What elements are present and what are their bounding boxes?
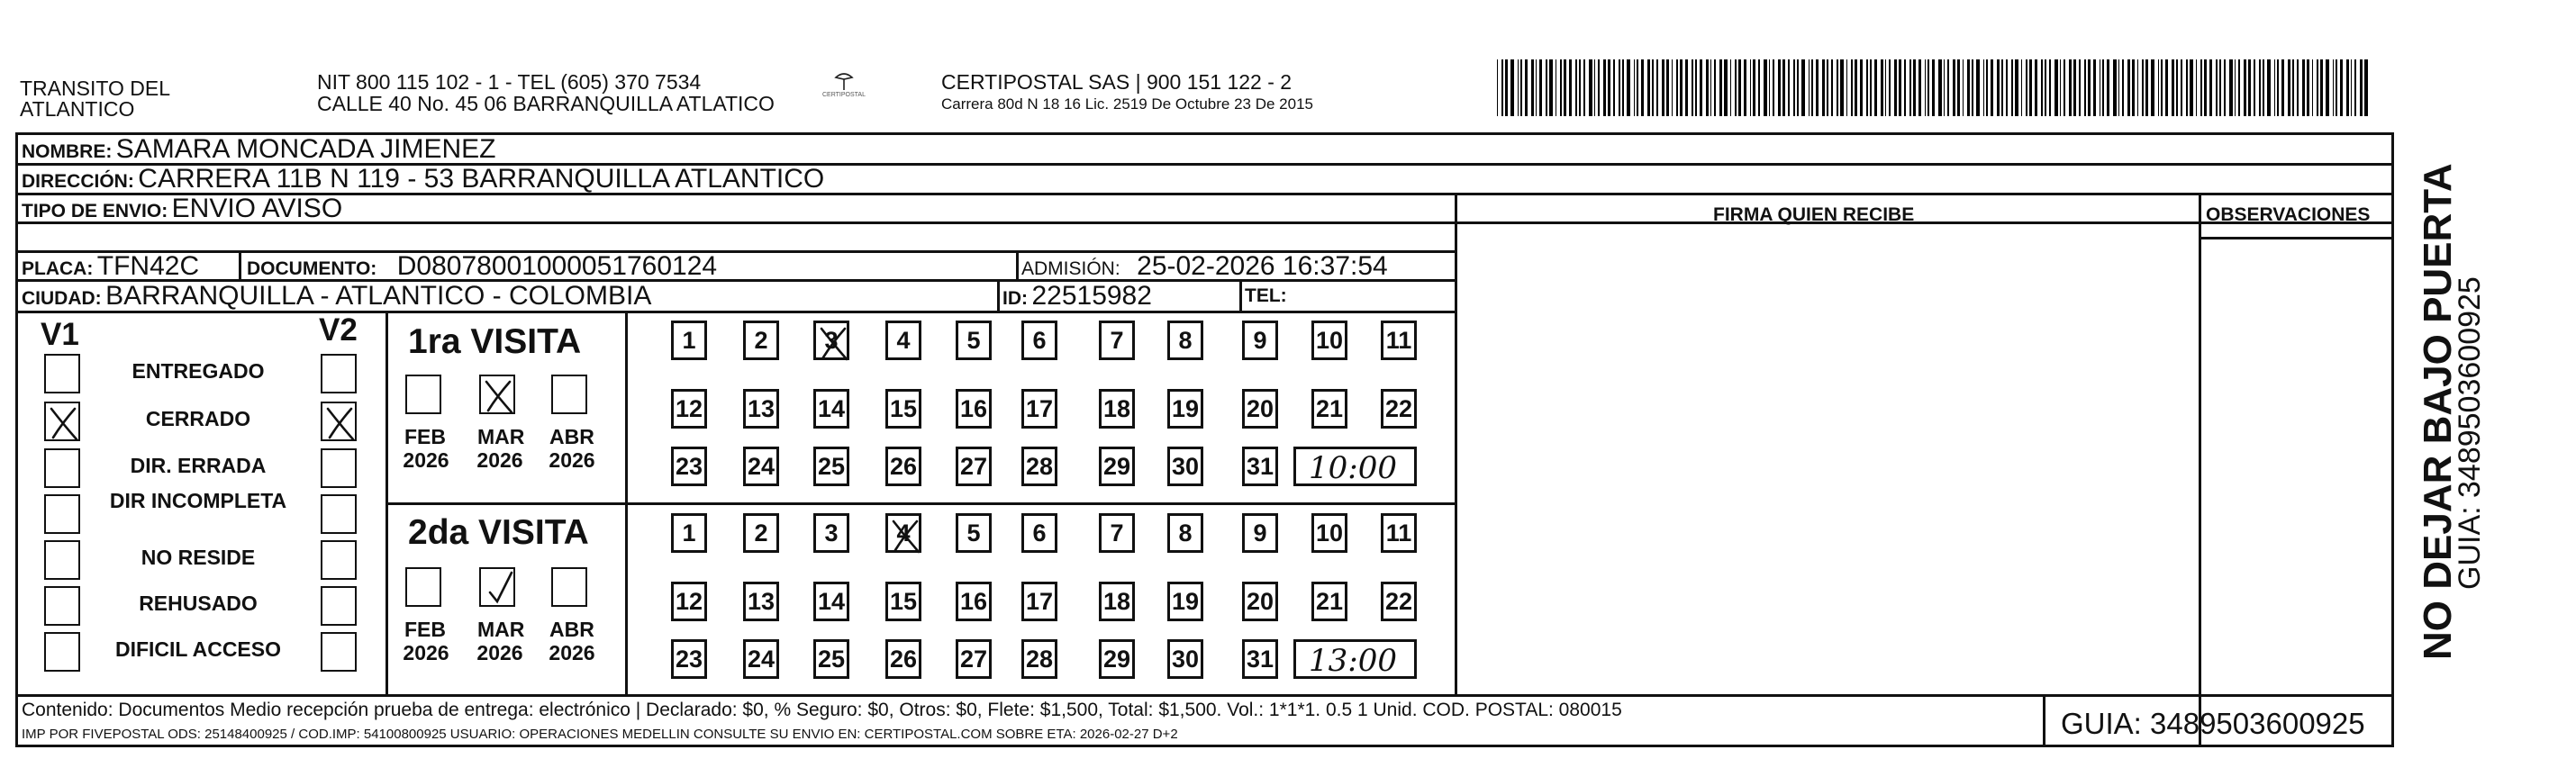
day-box[interactable] [956,447,992,486]
day-box[interactable] [1242,389,1278,429]
day-box[interactable] [1021,513,1057,553]
row-divider [2200,237,2394,239]
col-divider [997,279,1000,311]
day-box[interactable] [1167,321,1203,360]
status-option-label: DIR INCOMPLETA [109,489,287,512]
placa-label: PLACA: [22,258,94,279]
day-number: 18 [1102,588,1131,615]
day-box[interactable] [1381,582,1417,621]
handwritten-x-mark [481,376,517,416]
day-number: 7 [1110,327,1124,354]
month-checkbox[interactable] [405,567,441,607]
day-number: 12 [675,588,703,615]
day-box[interactable] [1167,582,1203,621]
day-number: 29 [1102,646,1131,673]
nombre-value: SAMARA MONCADA JIMENEZ [115,134,496,164]
shipment-type-field [22,195,342,222]
observaciones-header: OBSERVACIONES [2206,204,2371,225]
col-divider [625,311,628,694]
day-box[interactable] [885,389,921,429]
status-option-label: NO RESIDE [141,546,256,569]
direccion-label: DIRECCIÓN: [22,171,134,192]
day-number: 13 [747,395,776,422]
day-box[interactable] [1381,389,1417,429]
day-number: 17 [1025,395,1054,422]
firma-header: FIRMA QUIEN RECIBE [1713,204,1915,225]
month-label: ABR [549,618,594,641]
day-box[interactable] [1021,447,1057,486]
carrier-license: Carrera 80d N 18 16 Lic. 2519 De Octubre 23 De 2015 [941,95,1313,113]
day-box[interactable] [1167,447,1203,486]
placa-value: TFN42C [96,251,200,281]
day-box[interactable] [1242,513,1278,553]
main-form-border [15,132,2394,747]
day-number: 19 [1171,395,1200,422]
day-number: 3 [824,327,839,354]
month-label: FEB [404,618,446,641]
guia-footer: GUIA: 3489503600925 [2061,707,2365,740]
ciudad-label: CIUDAD: [22,288,102,309]
day-box[interactable] [1021,582,1057,621]
day-number: 15 [889,588,918,615]
day-number: 15 [889,395,918,422]
day-box[interactable] [1381,321,1417,360]
day-box[interactable] [956,389,992,429]
ciudad-value: BARRANQUILLA - ATLANTICO - COLOMBIA [105,281,652,311]
col-divider [1455,193,1457,694]
month-checkbox[interactable] [479,567,515,607]
day-number: 16 [959,588,988,615]
day-number: 11 [1385,520,1412,547]
day-number: 26 [889,453,918,480]
imp-line: IMP POR FIVEPOSTAL ODS: 25148400925 / COD.IMP: 54100800925 USUARIO: OPERACIONES MEDELLIN CONSULTE SU ENVIO EN: CERTIPOSTAL.COM SOBRE ETA: 2026-02-27 D+2 [22,727,1178,742]
handwritten-x-mark [816,323,852,363]
day-number: 26 [889,646,918,673]
day-number: 25 [817,453,846,480]
visit1-title: 1ra VISITA [408,322,582,361]
status-option-label: DIFICIL ACCESO [114,637,281,661]
placa-field [22,253,199,280]
day-box[interactable] [743,321,779,360]
day-box[interactable] [671,321,707,360]
day-box[interactable] [1021,321,1057,360]
day-number: 19 [1171,588,1200,615]
day-number: 23 [675,646,703,673]
day-number: 2 [754,520,768,547]
col-divider [2043,694,2045,747]
day-number: 14 [817,588,846,615]
handwritten-time: 10:00 [1309,450,1397,486]
day-number: 5 [966,520,981,547]
day-number: 30 [1171,646,1200,673]
sender-address: CALLE 40 No. 45 06 BARRANQUILLA ATLATICO [317,92,775,115]
status-option-label: CERRADO [145,407,251,430]
tipo-label: TIPO DE ENVIO: [22,201,168,221]
day-box[interactable] [671,447,707,486]
recipient-field [22,136,496,163]
year-label: 2026 [549,641,595,664]
day-number: 31 [1246,646,1274,673]
day-box[interactable] [1099,389,1135,429]
day-box[interactable] [671,639,707,679]
guia-vertical: GUIA: 3489503600925 [2453,276,2487,590]
day-box[interactable] [743,389,779,429]
day-box[interactable] [1381,513,1417,553]
day-box[interactable] [1099,639,1135,679]
sender-nit: NIT 800 115 102 - 1 - TEL (605) 370 7534 [317,70,702,94]
barcode [1497,59,2371,116]
visit2-title: 2da VISITA [408,513,589,552]
day-number: 8 [1178,520,1193,547]
day-number: 22 [1384,588,1413,615]
day-number: 20 [1246,588,1274,615]
day-box[interactable] [1099,321,1135,360]
day-number: 21 [1315,588,1344,615]
day-number: 29 [1102,453,1131,480]
day-box[interactable] [1099,582,1135,621]
carrier-name: CERTIPOSTAL SAS | 900 151 122 - 2 [941,70,1293,94]
year-label: 2026 [476,448,523,472]
day-number: 8 [1178,327,1193,354]
year-label: 2026 [476,641,523,664]
day-box[interactable] [1242,639,1278,679]
day-box[interactable] [885,639,921,679]
day-box[interactable] [1242,447,1278,486]
month-checkbox[interactable] [551,567,587,607]
ciudad-field [22,283,651,310]
day-box[interactable] [813,321,849,360]
visit-divider [385,502,1456,505]
day-number: 30 [1171,453,1200,480]
nombre-label: NOMBRE: [22,141,113,162]
day-box[interactable] [1311,513,1347,553]
day-box[interactable] [813,513,849,553]
day-box[interactable] [1167,639,1203,679]
day-box[interactable] [671,582,707,621]
day-number: 24 [747,453,776,480]
day-number: 12 [675,395,703,422]
day-number: 7 [1110,520,1124,547]
day-box[interactable] [956,513,992,553]
day-number: 25 [817,646,846,673]
documento-field [247,253,717,280]
day-number: 22 [1384,395,1413,422]
contenido-line: Contenido: Documentos Medio recepción prueba de entrega: electrónico | Declarado: $0, % Seguro: $0, Otros: $0, Flete: $1,500, Total: $1,500. Vol.: 1*1*1. 0.5 1 Unid. COD. POSTAL: 080015 [22,700,1622,720]
day-number: 6 [1032,520,1047,547]
month-label: ABR [549,425,594,448]
handwritten-check-mark [481,569,517,609]
day-box[interactable] [1242,582,1278,621]
day-number: 9 [1253,327,1267,354]
day-box[interactable] [813,582,849,621]
year-label: 2026 [403,448,449,472]
day-number: 2 [754,327,768,354]
day-number: 1 [682,520,696,547]
col-divider [1239,279,1242,311]
month-checkbox[interactable] [479,375,515,414]
sender-name-line1: TRANSITO DEL [20,77,170,100]
admision-value: 25-02-2026 16:37:54 [1137,251,1388,281]
direccion-value: CARRERA 11B N 119 - 53 BARRANQUILLA ATLANTICO [138,164,825,194]
day-number: 13 [747,588,776,615]
no-dejar-bajo-puerta: NO DEJAR BAJO PUERTA [2416,163,2460,660]
day-number: 23 [675,453,703,480]
day-box[interactable] [1099,513,1135,553]
day-number: 9 [1253,520,1267,547]
documento-value: D08078001000051760124 [396,251,718,281]
col-divider [1016,250,1019,279]
day-number: 21 [1315,395,1344,422]
day-box[interactable] [1311,321,1347,360]
day-number: 11 [1385,327,1412,354]
day-box[interactable] [1242,321,1278,360]
id-value: 22515982 [1031,281,1152,311]
day-box[interactable] [813,447,849,486]
admision-field [1021,253,1388,280]
day-number: 1 [682,327,696,354]
id-label: ID: [1002,288,1028,309]
status-option-label: ENTREGADO [132,359,265,383]
day-box[interactable] [743,582,779,621]
day-box[interactable] [743,639,779,679]
year-label: 2026 [549,448,595,472]
month-checkbox[interactable] [405,375,441,414]
month-label: MAR [477,618,525,641]
day-number: 17 [1025,588,1054,615]
col-divider [2199,193,2201,747]
day-number: 18 [1102,395,1131,422]
sender-name-line2: ATLANTICO [20,97,135,121]
certipostal-logo: CERTIPOSTAL [815,72,873,115]
day-number: 10 [1315,520,1344,547]
day-box[interactable] [956,639,992,679]
day-number: 27 [959,646,988,673]
day-box[interactable] [743,447,779,486]
month-label: FEB [404,425,446,448]
row-divider [15,311,1456,313]
year-label: 2026 [403,641,449,664]
day-box[interactable] [885,447,921,486]
status-option-label: DIR. ERRADA [130,454,267,477]
v2-label: V2 [319,312,358,348]
admision-label: ADMISIÓN: [1021,258,1120,279]
col-divider [385,311,388,694]
time-box[interactable] [1293,639,1417,679]
day-box[interactable] [956,582,992,621]
day-box[interactable] [743,513,779,553]
day-number: 28 [1025,646,1054,673]
day-number: 5 [966,327,981,354]
status-option-label: REHUSADO [139,592,258,615]
day-box[interactable] [813,639,849,679]
day-box[interactable] [813,389,849,429]
month-checkbox[interactable] [551,375,587,414]
day-box[interactable] [885,321,921,360]
id-field [1002,283,1152,310]
day-box[interactable] [1021,639,1057,679]
v1-label: V1 [41,317,79,352]
documento-label: DOCUMENTO: [247,258,377,279]
tipo-value: ENVIO AVISO [171,194,343,223]
day-number: 14 [817,395,846,422]
day-number: 4 [896,520,911,547]
handwritten-time: 13:00 [1309,643,1397,679]
pin-icon [833,72,855,92]
day-number: 16 [959,395,988,422]
day-box[interactable] [885,582,921,621]
day-box[interactable] [671,513,707,553]
row-divider [15,221,2394,224]
month-label: MAR [477,425,525,448]
day-number: 6 [1032,327,1047,354]
tel-label: TEL: [1245,285,1287,306]
footer-divider [15,694,2394,697]
day-box[interactable] [1167,513,1203,553]
day-box[interactable] [1311,582,1347,621]
handwritten-x-mark [888,516,924,556]
day-number: 3 [824,520,839,547]
day-box[interactable] [1311,389,1347,429]
day-number: 28 [1025,453,1054,480]
day-number: 27 [959,453,988,480]
day-box[interactable] [885,513,921,553]
day-box[interactable] [1167,389,1203,429]
day-box[interactable] [1099,447,1135,486]
time-box[interactable] [1293,447,1417,486]
day-number: 31 [1246,453,1274,480]
address-field [22,166,824,193]
day-number: 20 [1246,395,1274,422]
day-number: 10 [1315,327,1344,354]
day-number: 4 [896,327,911,354]
day-box[interactable] [671,389,707,429]
col-divider [239,250,241,279]
day-box[interactable] [1021,389,1057,429]
day-number: 24 [747,646,776,673]
day-box[interactable] [956,321,992,360]
